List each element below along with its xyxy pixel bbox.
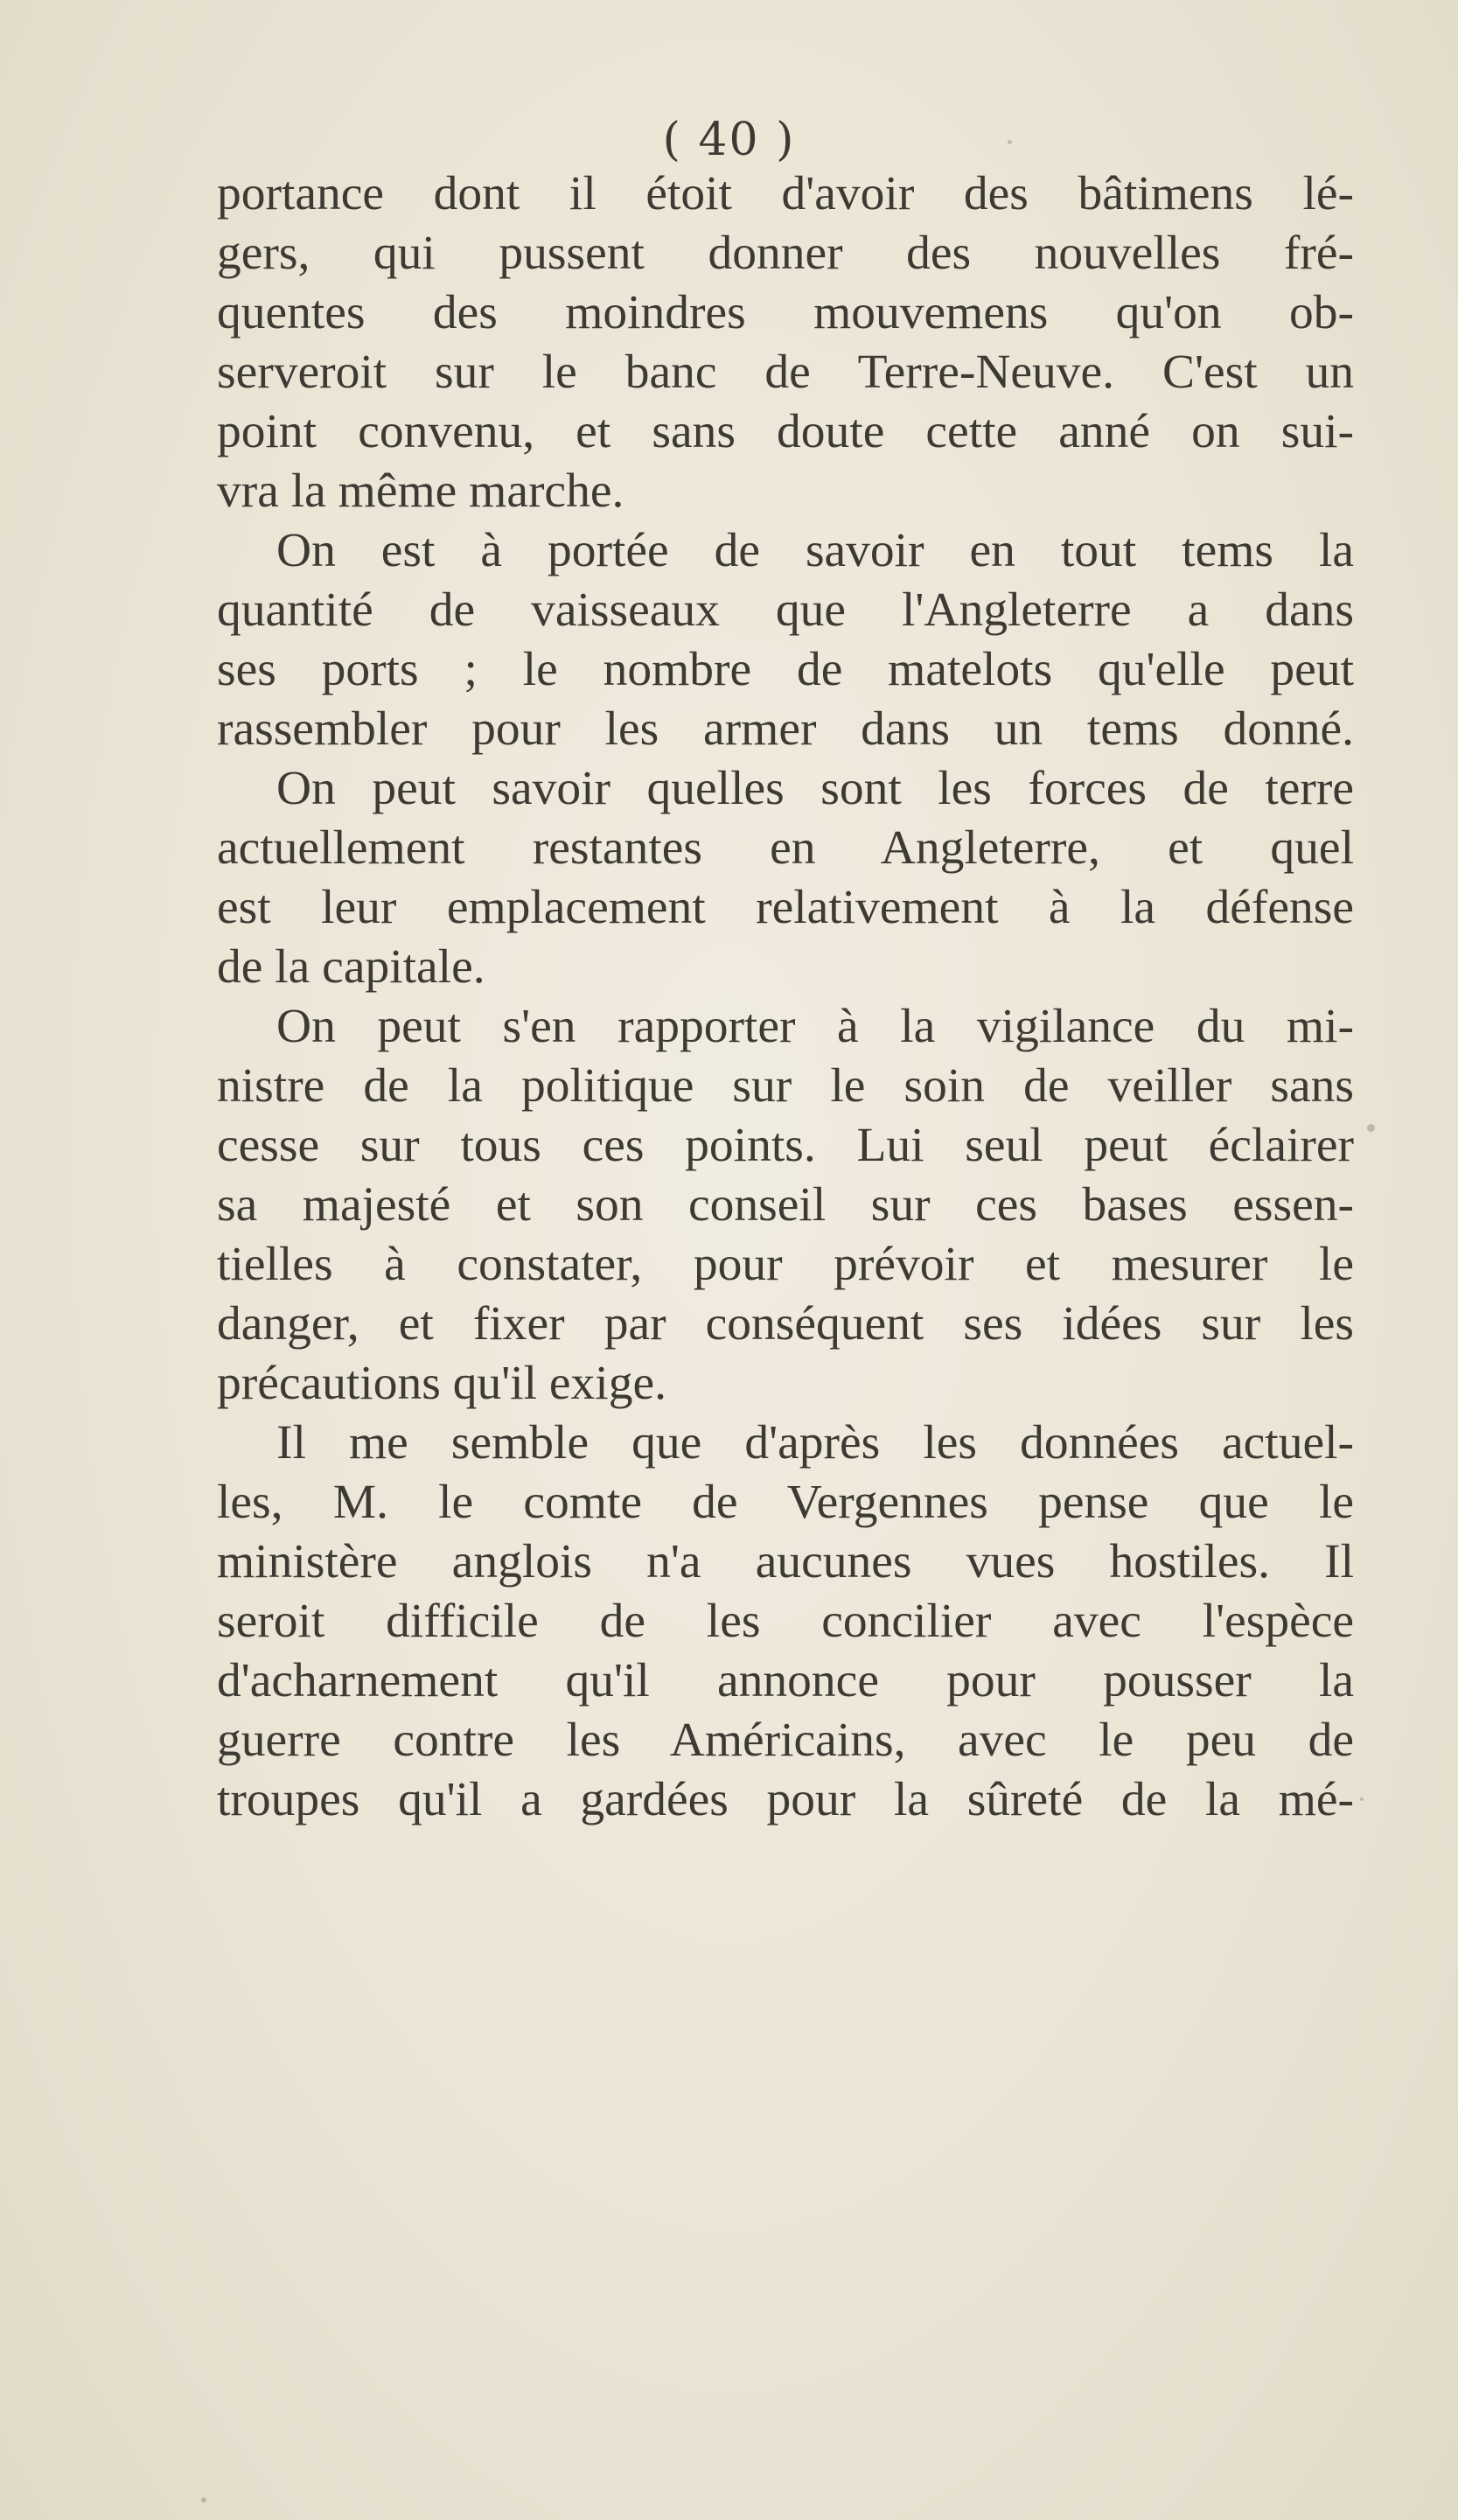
text-line: portance dont il étoit d'avoir des bâtimens lé-: [217, 167, 1354, 220]
page-number-header: ( 40 ): [662, 114, 796, 166]
text-line: quentes des moindres mouvemens qu'on ob-: [217, 286, 1354, 339]
paper-speck: [201, 2497, 206, 2503]
text-line: cesse sur tous ces points. Lui seul peut éclairer: [217, 1119, 1354, 1172]
text-line: gers, qui pussent donner des nouvelles fré-: [217, 227, 1354, 280]
text-line: serveroit sur le banc de Terre-Neuve. C'est un: [217, 346, 1354, 399]
text-line: point convenu, et sans doute cette anné on sui-: [217, 405, 1354, 458]
text-line: quantité de vaisseaux que l'Angleterre a dans: [217, 583, 1354, 637]
text-line: sa majesté et son conseil sur ces bases essen-: [217, 1178, 1354, 1232]
text-line: précautions qu'il exige.: [217, 1357, 666, 1410]
text-line: vra la même marche.: [217, 464, 624, 518]
text-line: est leur emplacement relativement à la défense: [217, 881, 1354, 934]
text-line: guerre contre les Américains, avec le peu de: [217, 1714, 1354, 1767]
text-line: tielles à constater, pour prévoir et mesurer le: [217, 1238, 1354, 1291]
text-line: troupes qu'il a gardées pour la sûreté de la mé-: [217, 1773, 1354, 1826]
paper-speck: [1360, 1798, 1364, 1801]
text-line: rassembler pour les armer dans un tems donné.: [217, 702, 1354, 756]
text-line: les, M. le comte de Vergennes pense que le: [217, 1476, 1354, 1529]
text-line: d'acharnement qu'il annonce pour pousser la: [217, 1654, 1354, 1707]
paper-speck: [1367, 1124, 1375, 1132]
text-line: On est à portée de savoir en tout tems la: [276, 524, 1354, 577]
text-line: actuellement restantes en Angleterre, et quel: [217, 821, 1354, 875]
text-line: de la capitale.: [217, 940, 485, 994]
body-text: [217, 164, 1354, 1830]
text-line: On peut savoir quelles sont les forces de terre: [276, 762, 1354, 815]
text-line: seroit difficile de les concilier avec l'espèce: [217, 1595, 1354, 1648]
text-line: danger, et fixer par conséquent ses idées sur les: [217, 1297, 1354, 1351]
text-line: ministère anglois n'a aucunes vues hostiles. Il: [217, 1535, 1354, 1588]
text-line: Il me semble que d'après les données actuel-: [276, 1416, 1354, 1469]
text-line: ses ports ; le nombre de matelots qu'elle peut: [217, 643, 1354, 696]
text-line: nistre de la politique sur le soin de veiller sans: [217, 1059, 1354, 1113]
text-line: On peut s'en rapporter à la vigilance du mi-: [276, 1000, 1354, 1053]
